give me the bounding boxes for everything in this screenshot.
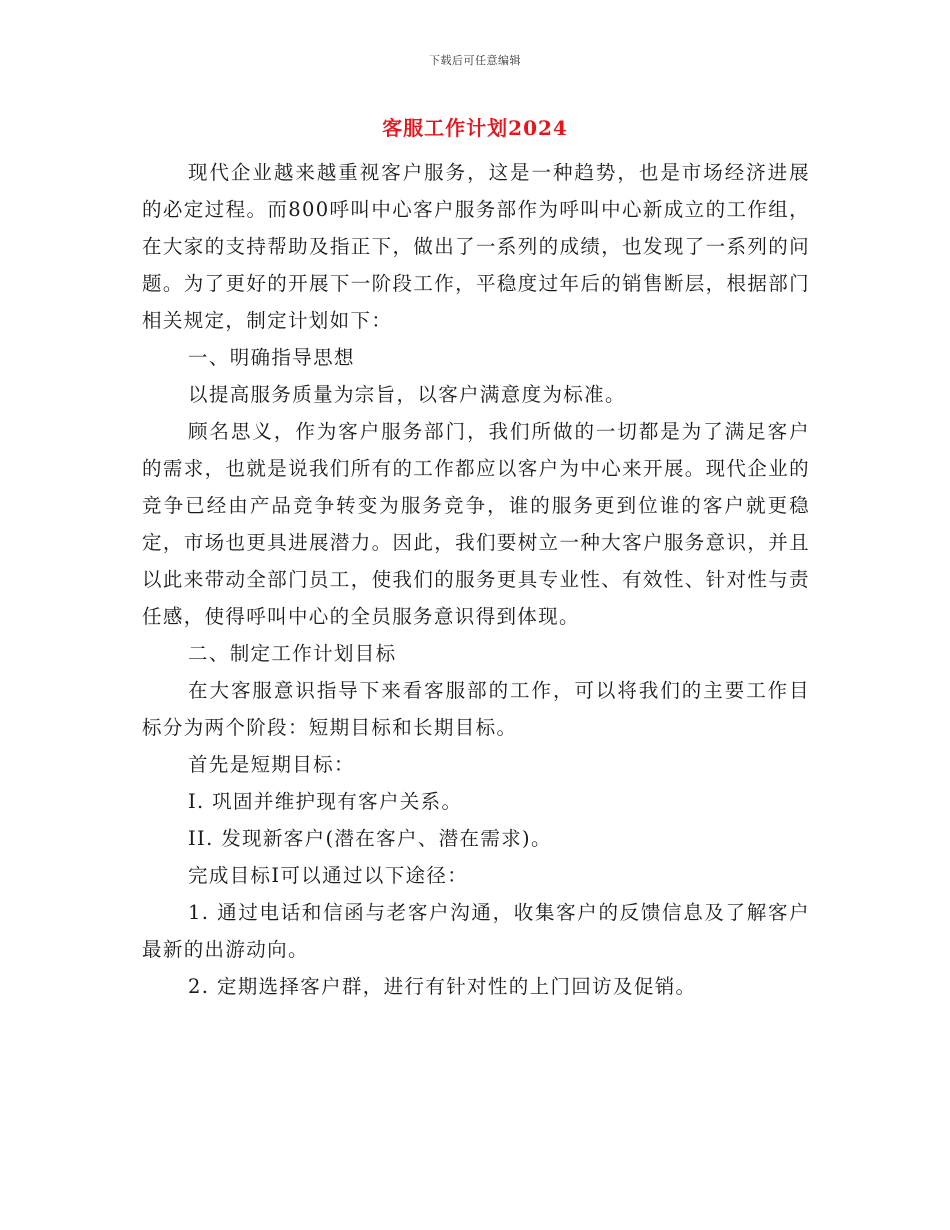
paragraph-approach-heading: 完成目标I可以通过以下途径： (188, 864, 469, 887)
document-body (142, 154, 810, 1005)
section-heading-1: 一、明确指导思想 (188, 346, 355, 369)
paragraph-goals: 在大客服意识指导下来看客服部的工作，可以将我们的主要工作目标分为两个阶段：短期目标和长期目标。 (142, 679, 810, 739)
paragraph-intro: 现代企业越来越重视客户服务，这是一种趋势，也是市场经济进展的必定过程。而800呼叫中心客户服务部作为呼叫中心新成立的工作组，在大家的支持帮助及指正下，做出了一系列的成绩，也发现了一系列的问题。为了更好的开展下一阶段工作，平稳度过年后的销售断层，根据部门相关规定，制定计划如下： (142, 161, 810, 332)
list-item-goal-1: I. 巩固并维护现有客户关系。 (188, 790, 463, 813)
list-item-goal-2: II. 发现新客户(潜在客户、潜在需求)。 (188, 827, 552, 850)
header-note: 下载后可任意编辑 (429, 54, 521, 67)
list-item-approach-1: 1. 通过电话和信函与老客户沟通，收集客户的反馈信息及了解客户最新的出游动向。 (142, 901, 810, 961)
paragraph-short-term-heading: 首先是短期目标： (188, 753, 355, 776)
section-heading-2: 二、制定工作计划目标 (188, 642, 397, 665)
list-item-approach-2: 2. 定期选择客户群，进行有针对性的上门回访及促销。 (188, 975, 697, 998)
document-title: 客服工作计划2024 (382, 116, 568, 140)
paragraph-principle: 以提高服务质量为宗旨，以客户满意度为标准。 (188, 383, 626, 406)
paragraph-explanation: 顾名思义，作为客户服务部门，我们所做的一切都是为了满足客户的需求，也就是说我们所有的工作都应以客户为中心来开展。现代企业的竞争已经由产品竞争转变为服务竞争，谁的服务更到位谁的客户就更稳定，市场也更具进展潜力。因此，我们要树立一种大客户服务意识，并且以此来带动全部门员工，使我们的服务更具专业性、有效性、针对性与责任感，使得呼叫中心的全员服务意识得到体现。 (142, 420, 810, 628)
